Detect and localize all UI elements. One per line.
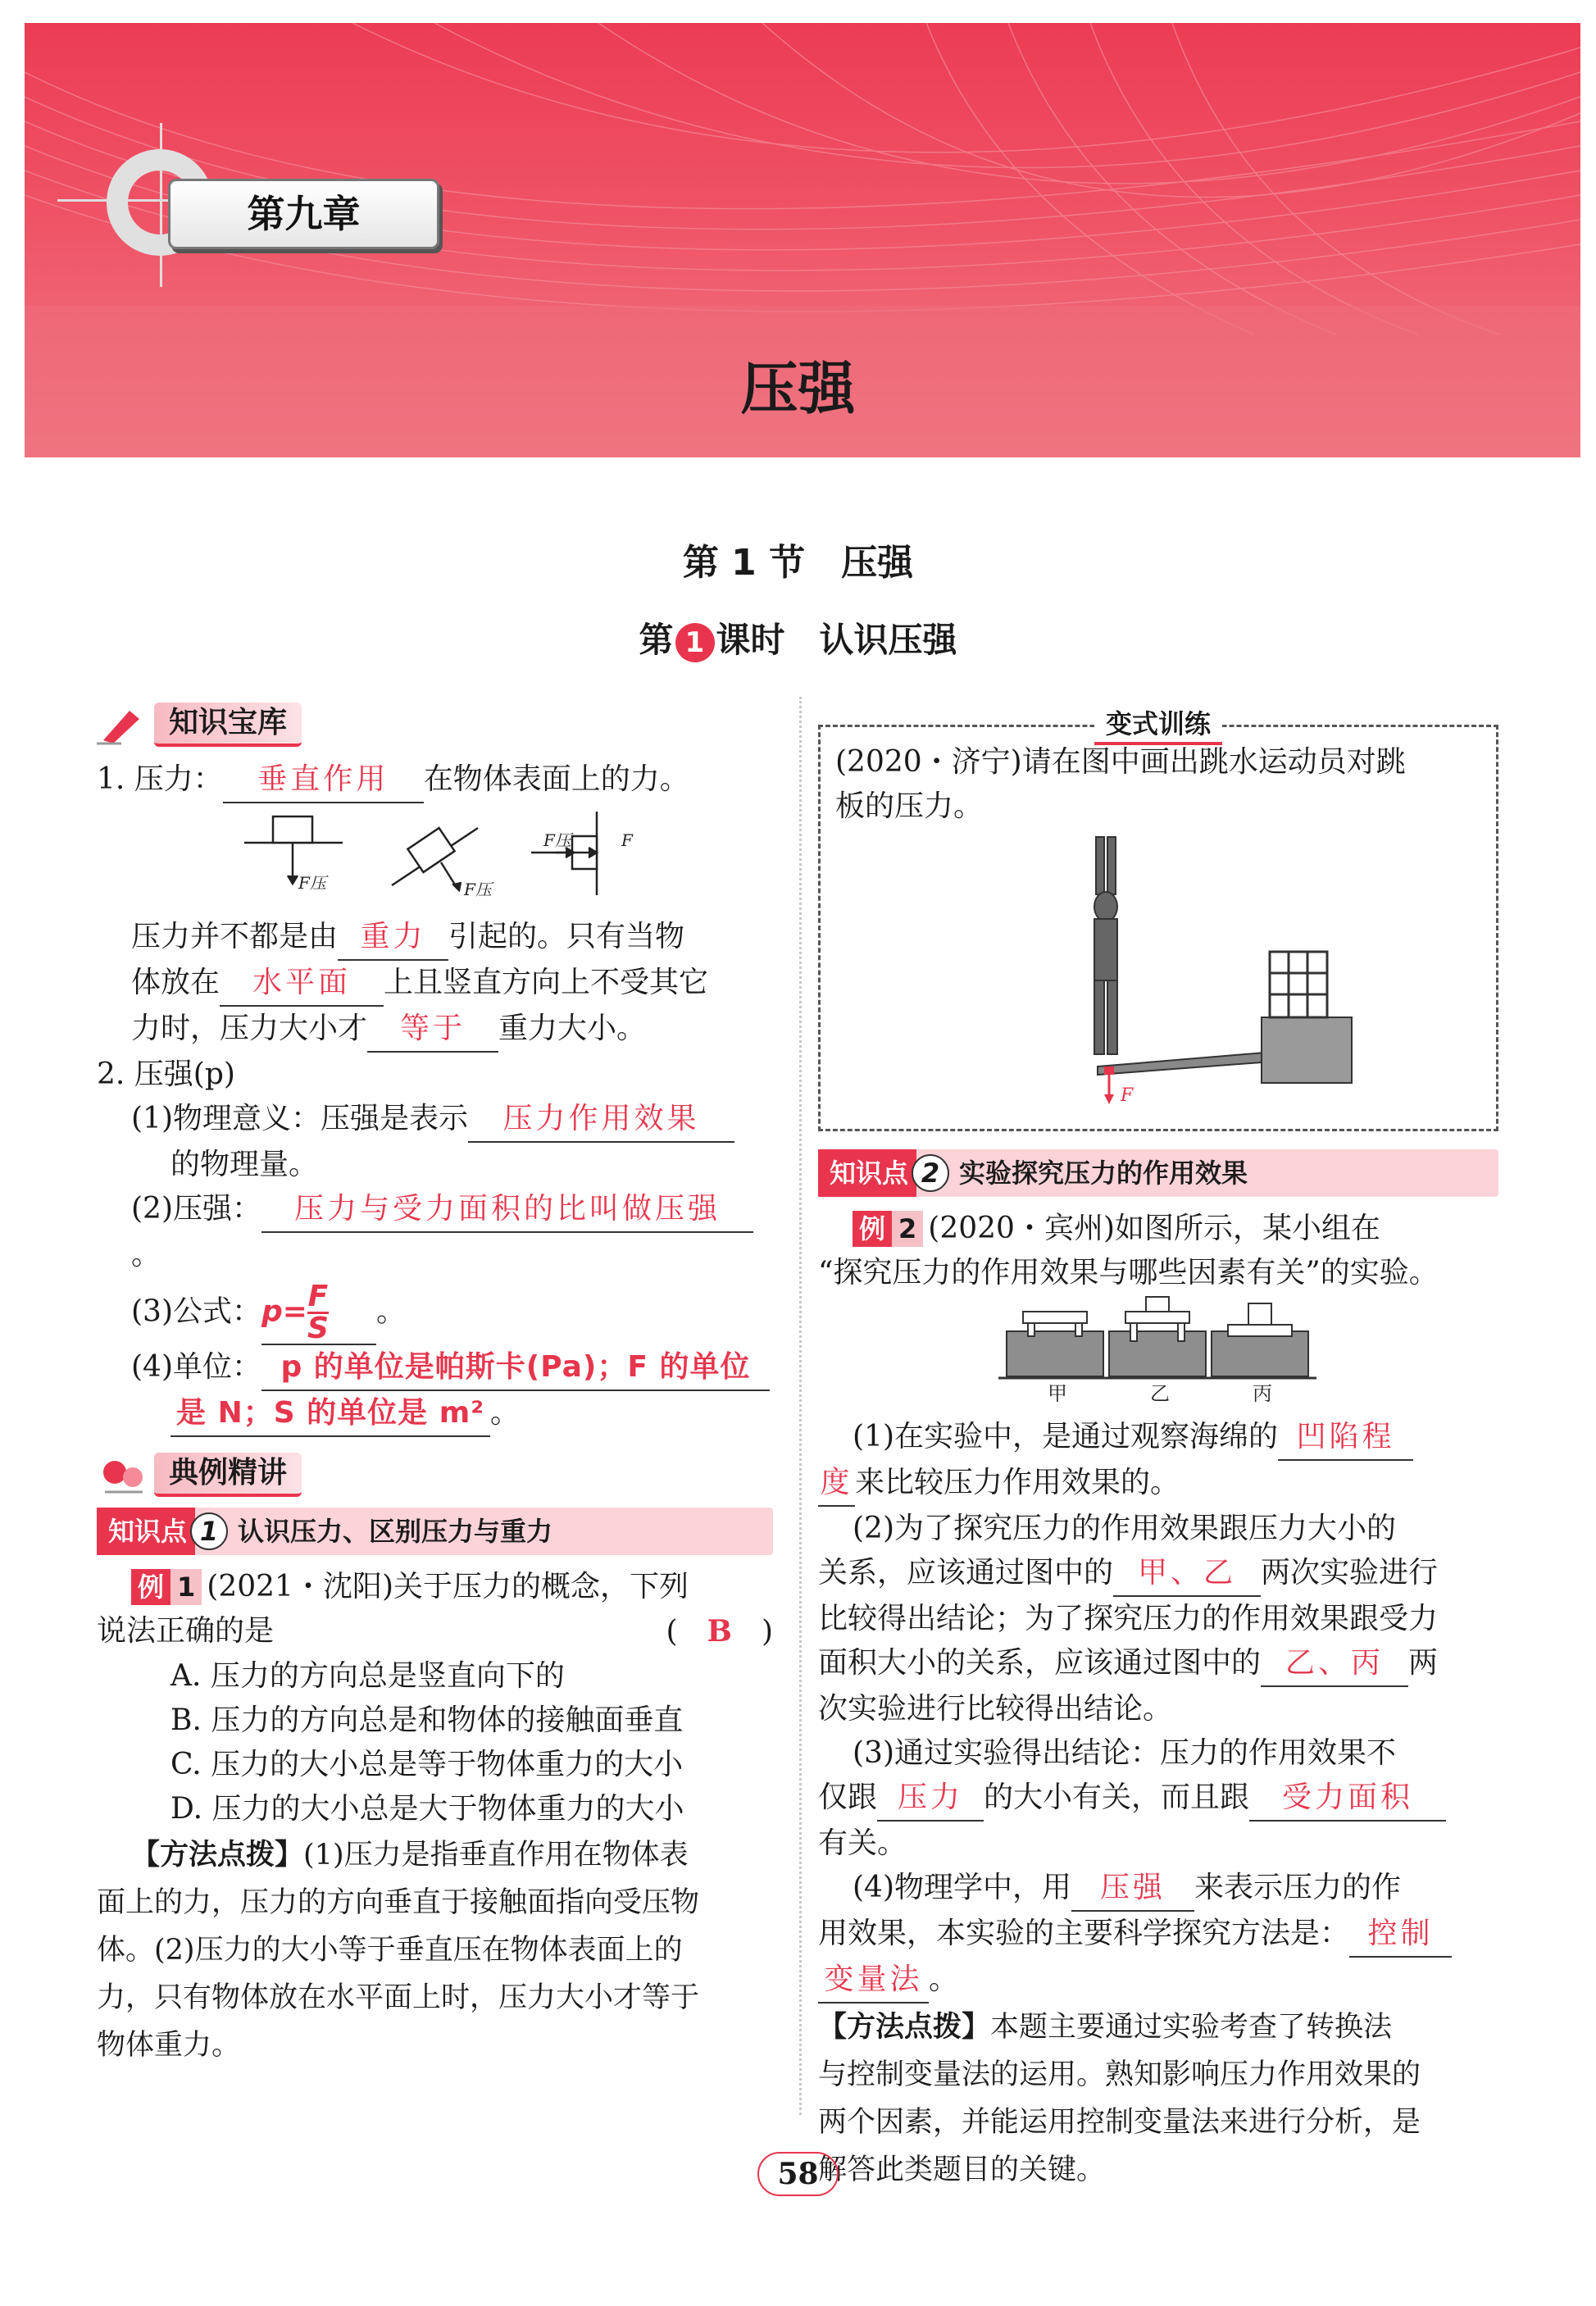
answer-blank: 甲、乙 xyxy=(1113,1551,1261,1597)
physical-meaning xyxy=(97,1097,773,1143)
page-number xyxy=(0,2152,1596,2196)
question-3-cont: 有关。 xyxy=(818,1826,907,1860)
option: B. 压力的方向总是和物体的接触面垂直 xyxy=(171,1703,684,1737)
right-column xyxy=(818,697,1498,2194)
question-3-cont xyxy=(818,1776,1498,1822)
diagram-label: F压 xyxy=(543,830,571,850)
text: 体放在 xyxy=(131,966,221,999)
option: A. 压力的方向总是竖直向下的 xyxy=(171,1659,565,1693)
force-label: F xyxy=(1121,1085,1134,1106)
text: (1)物理意义：压强是表示 xyxy=(131,1102,468,1135)
text: 。 xyxy=(131,1238,161,1271)
answer-blank: 受力面积 xyxy=(1249,1776,1446,1822)
question-4-cont xyxy=(818,1912,1498,1958)
answer-blank: 等于 xyxy=(367,1007,498,1053)
method-tag: 【方法点拨】 xyxy=(131,1839,304,1872)
lesson-number-badge: 1 xyxy=(675,623,715,662)
text: 。 xyxy=(490,1396,521,1430)
knowledge-header xyxy=(97,698,773,751)
text: 。 xyxy=(376,1294,407,1329)
text: 用效果，本实验的主要科学探究方法是： xyxy=(818,1917,1350,1950)
kp-number: 2 xyxy=(912,1154,949,1192)
figure-label: 甲 xyxy=(1048,1382,1067,1402)
method-tip-1 xyxy=(97,1831,773,2069)
text: 两 xyxy=(1408,1646,1439,1680)
knowledge-header-label: 知识宝库 xyxy=(154,703,302,747)
text: 的大小有关，而且跟 xyxy=(984,1781,1250,1814)
text: (2020・宾州)如图所示，某小组在 xyxy=(928,1212,1380,1245)
bow-icon xyxy=(97,1454,154,1495)
text: 。 xyxy=(929,1963,959,1996)
answer-blank: 是 N；S 的单位是 m² xyxy=(171,1391,490,1437)
diver xyxy=(1094,837,1117,1054)
text: 面积大小的关系，应该通过图中的 xyxy=(818,1646,1262,1680)
answer-blank: 变量法 xyxy=(818,1958,929,2004)
example-number: 2 xyxy=(892,1211,923,1247)
diagram-label: F xyxy=(621,830,633,850)
left-column xyxy=(97,697,773,2069)
method-tag: 【方法点拨】 xyxy=(818,2011,991,2044)
question-2-cont: 次实验进行比较得出结论。 xyxy=(818,1692,1173,1726)
text: 引起的。只有当物 xyxy=(448,920,685,953)
diving-board xyxy=(1098,952,1352,1083)
text: 体。(2)压力的大小等于垂直压在物体表面上的 xyxy=(97,1934,683,1967)
pressure-formula xyxy=(97,1282,773,1345)
chapter-title: 压强 xyxy=(740,355,856,422)
answer-blank: 压力与受力面积的比叫做压强 xyxy=(261,1187,753,1233)
text: 解答此类题目的关键。 xyxy=(818,2154,1106,2186)
question-2-cont: 比较得出结论；为了探究压力的作用效果跟受力 xyxy=(818,1602,1439,1635)
text: 两个因素，并能运用控制变量法来进行分析，是 xyxy=(818,2106,1421,2139)
examples-header xyxy=(97,1449,773,1501)
text: 本题主要通过实验考查了转换法 xyxy=(990,2011,1393,2044)
answer-blank: 控制 xyxy=(1349,1912,1452,1958)
kp-title: 实验探究压力的作用效果 xyxy=(959,1158,1248,1189)
diagram-label: F压 xyxy=(298,873,326,893)
text: 两次实验进行 xyxy=(1261,1556,1439,1590)
question-1 xyxy=(818,1415,1498,1461)
answer-blank: 水平面 xyxy=(220,961,384,1007)
knowledge-point-1 xyxy=(97,1508,773,1555)
text: 力时，压力大小才 xyxy=(131,1012,368,1045)
question-3: (3)通过实验得出结论：压力的作用效果不 xyxy=(853,1736,1396,1770)
figure-label: 丙 xyxy=(1253,1382,1272,1402)
text: 压力并不都是由 xyxy=(131,920,339,953)
pen-icon xyxy=(97,704,154,745)
example-tag: 例 xyxy=(853,1211,892,1247)
question-1-cont xyxy=(818,1461,1498,1507)
text: (4)物理学中，用 xyxy=(853,1871,1071,1904)
variant-training-box xyxy=(818,708,1498,1131)
answer-blank: 压强 xyxy=(1071,1866,1194,1912)
example-1-stem xyxy=(97,1565,773,1609)
diving-figure xyxy=(835,829,1483,1108)
figure-label: 乙 xyxy=(1150,1382,1170,1402)
text: 与控制变量法的运用。熟知影响压力作用效果的 xyxy=(818,2058,1421,2091)
question-4 xyxy=(818,1866,1498,1912)
text: (1)在实验中，是通过观察海绵的 xyxy=(853,1420,1278,1453)
answer: B xyxy=(707,1614,732,1649)
text: (2)压强： xyxy=(131,1192,261,1226)
formula-denominator: S xyxy=(307,1312,329,1345)
sponge-experiment-figure xyxy=(818,1295,1498,1402)
text: 重力大小。 xyxy=(498,1012,647,1045)
question-2-cont xyxy=(818,1551,1498,1597)
answer-blank: 压力 xyxy=(877,1776,984,1822)
kp-tag: 知识点 xyxy=(818,1149,916,1197)
section-title: 第 1 节 压强 xyxy=(682,542,914,584)
option: C. 压力的大小总是等于物体重力的大小 xyxy=(171,1748,684,1781)
lesson-suffix: 课时 认识压强 xyxy=(716,620,957,660)
variant-text: 板的压力。 xyxy=(835,789,984,823)
formula-lhs: p= xyxy=(261,1294,307,1329)
example-2-stem xyxy=(818,1207,1498,1251)
variant-text: (2020・济宁)请在图中画出跳水运动员对跳 xyxy=(835,745,1406,779)
kp-tag: 知识点 xyxy=(97,1508,195,1555)
question-4-cont xyxy=(818,1958,1498,2004)
kp-number: 1 xyxy=(190,1512,228,1550)
chapter-label: 第九章 xyxy=(168,179,439,249)
text: 关系，应该通过图中的 xyxy=(818,1556,1114,1590)
text: 来比较压力作用效果的。 xyxy=(855,1466,1180,1499)
question-2: (2)为了探究压力的作用效果跟压力大小的 xyxy=(853,1512,1396,1545)
text: 力，只有物体放在水平面上时，压力大小才等于 xyxy=(97,1981,700,2014)
text: 物体重力。 xyxy=(97,2029,241,2062)
variant-title: 变式训练 xyxy=(1094,706,1222,745)
pressure-item-label: 2. 压强(p) xyxy=(97,1057,235,1091)
example-tag: 例 xyxy=(131,1569,171,1605)
answer-blank: 压力作用效果 xyxy=(468,1097,734,1143)
formula-fraction xyxy=(307,1282,329,1344)
example-1-stem-2 xyxy=(97,1609,773,1654)
column-divider xyxy=(799,697,802,2115)
answer-blank: 度 xyxy=(818,1461,855,1507)
formula-blank xyxy=(261,1282,376,1345)
text: 来表示压力的作 xyxy=(1194,1871,1402,1904)
physical-meaning-end: 的物理量。 xyxy=(171,1148,319,1181)
pressure-gravity-text xyxy=(97,915,773,1053)
text: 说法正确的是 xyxy=(97,1614,275,1648)
kp-title: 认识压力、区别压力与重力 xyxy=(238,1516,553,1547)
item-label: 1. 压力： xyxy=(97,762,223,796)
pressure-unit xyxy=(97,1345,773,1391)
question-2-cont xyxy=(818,1641,1498,1687)
answer-blank: 乙、丙 xyxy=(1261,1641,1408,1687)
answer-blank: 垂直作用 xyxy=(223,757,424,803)
knowledge-point-2 xyxy=(818,1149,1498,1197)
answer-blank: 重力 xyxy=(338,915,448,961)
text: 仅跟 xyxy=(818,1781,878,1814)
answer-blank: 凹陷程 xyxy=(1278,1415,1413,1461)
page-number-value: 58 xyxy=(757,2152,838,2196)
formula-numerator: F xyxy=(307,1280,329,1313)
pressure-unit-cont xyxy=(97,1391,773,1437)
pressure-diagrams xyxy=(97,803,773,902)
pressure-definition xyxy=(97,757,773,803)
example-number: 1 xyxy=(171,1569,202,1605)
option: D. 压力的大小总是大于物体重力的大小 xyxy=(171,1792,684,1826)
lesson-title xyxy=(0,613,1596,662)
example-2-stem-2: “探究压力的作用效果与哪些因素有关”的实验。 xyxy=(818,1256,1439,1289)
text: (1)压力是指垂直作用在物体表 xyxy=(303,1839,689,1872)
text: 面上的力，压力的方向垂直于接触面指向受压物 xyxy=(97,1886,700,1919)
text: 上且竖直方向上不受其它 xyxy=(384,966,709,999)
text: (3)公式： xyxy=(131,1294,261,1329)
pressure-def xyxy=(97,1187,773,1277)
item-text: 在物体表面上的力。 xyxy=(423,762,689,796)
diagram-label: F压 xyxy=(464,880,492,899)
text: (4)单位： xyxy=(131,1350,261,1384)
lesson-prefix: 第 xyxy=(639,620,674,660)
answer-bracket: ( B ) xyxy=(666,1614,773,1649)
examples-header-label: 典例精讲 xyxy=(154,1453,302,1497)
answer-blank: p 的单位是帕斯卡(Pa)；F 的单位 xyxy=(261,1345,770,1391)
text: (2021・沈阳)关于压力的概念，下列 xyxy=(207,1570,689,1603)
